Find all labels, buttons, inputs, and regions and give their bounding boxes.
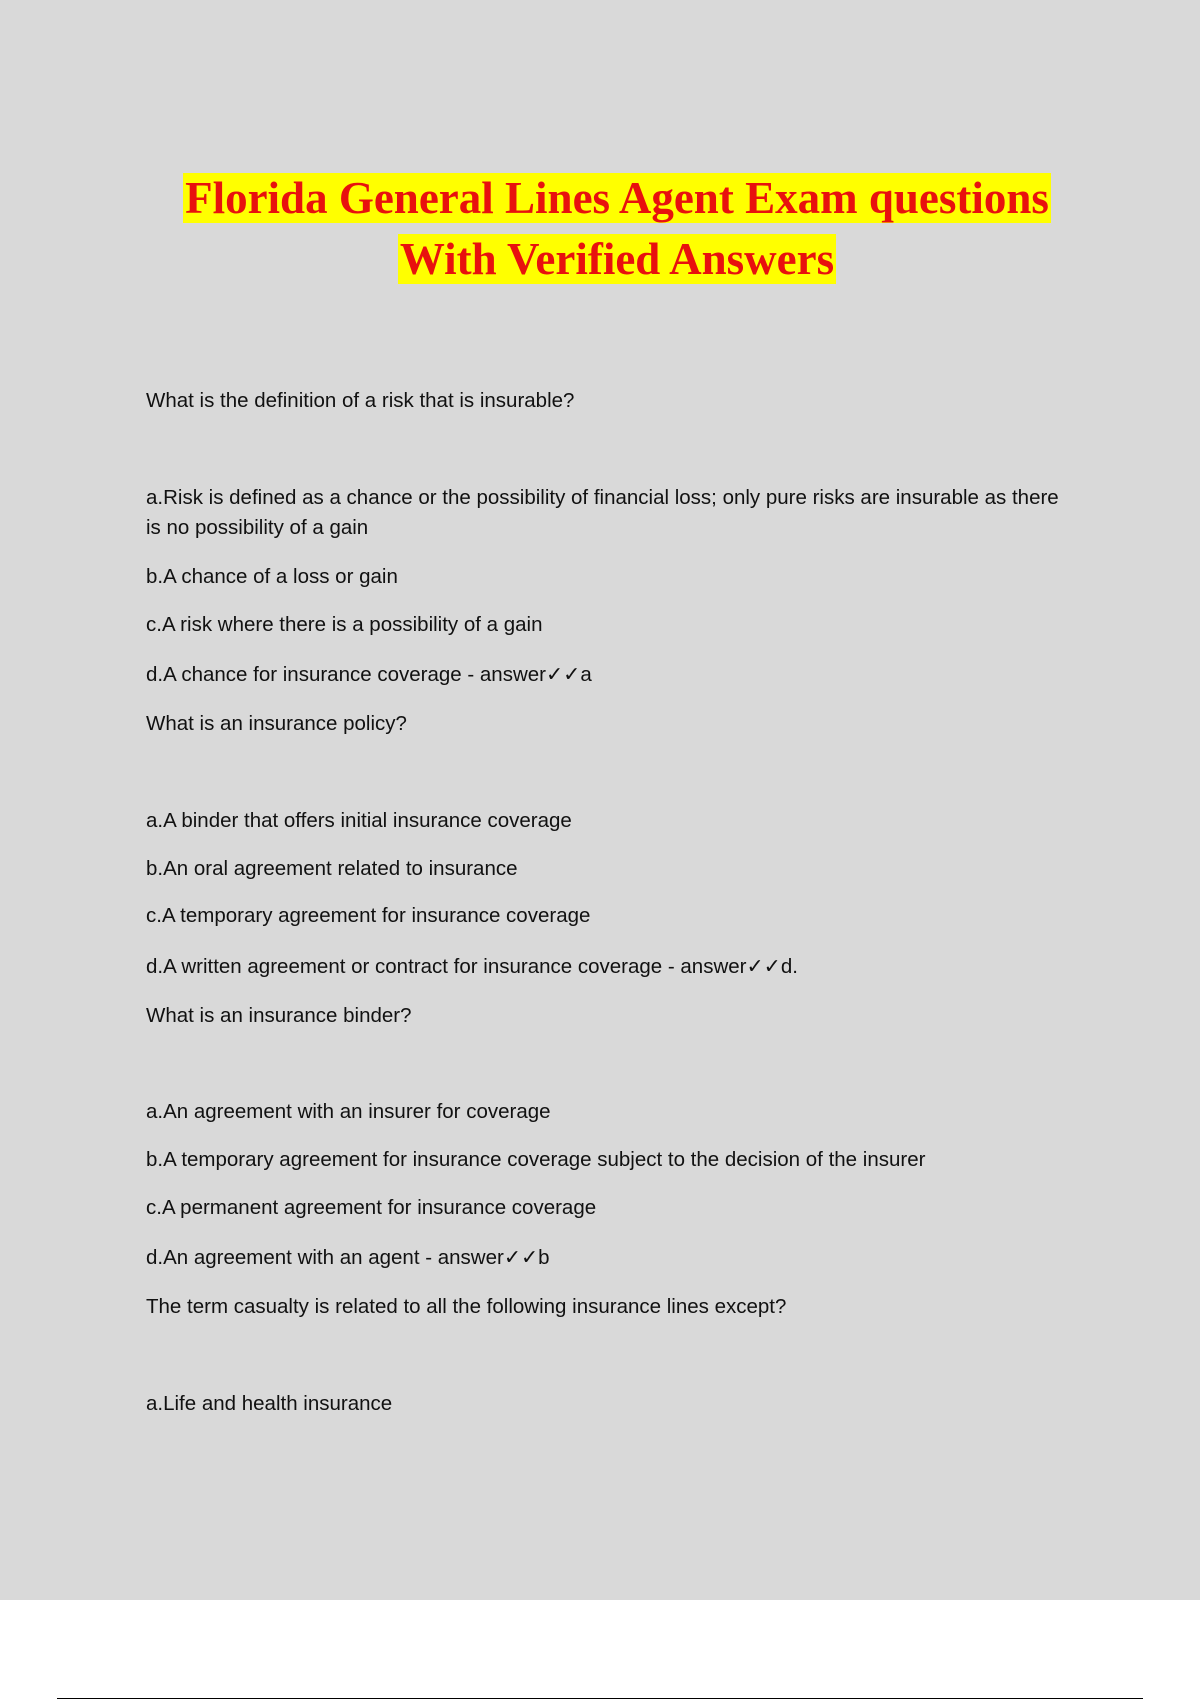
answer-option: c.A permanent agreement for insurance coverage — [146, 1196, 597, 1219]
answer-option: b.An oral agreement related to insurance — [146, 857, 518, 880]
question-text: What is the definition of a risk that is insurable? — [146, 389, 575, 412]
answer-option: a.A binder that offers initial insurance coverage — [146, 809, 572, 832]
answer-option: a.Life and health insurance — [146, 1392, 393, 1415]
answer-option-with-key: d.A chance for insurance coverage - answer✓✓a — [146, 663, 592, 686]
answer-option: b.A chance of a loss or gain — [146, 565, 398, 588]
answer-option: c.A risk where there is a possibility of a gain — [146, 613, 543, 636]
answer-option-with-key: d.An agreement with an agent - answer✓✓b — [146, 1246, 550, 1269]
answer-option: b.A temporary agreement for insurance coverage subject to the decision of the insurer — [146, 1148, 926, 1171]
title-line-1: Florida General Lines Agent Exam questions — [185, 173, 1049, 223]
question-text: What is an insurance policy? — [146, 712, 407, 735]
answer-option: a.Risk is defined as a chance or the possibility of financial loss; only pure risks are insurable as there is no possibility of a gain — [146, 486, 1059, 539]
answer-option-with-key: d.A written agreement or contract for insurance coverage - answer✓✓d. — [146, 955, 798, 978]
answer-option: a.An agreement with an insurer for coverage — [146, 1100, 551, 1123]
title-line-2: With Verified Answers — [399, 234, 835, 284]
question-text: The term casualty is related to all the following insurance lines except? — [146, 1295, 787, 1318]
page-divider — [57, 1698, 1143, 1699]
document-title — [0, 168, 1200, 290]
question-text: What is an insurance binder? — [146, 1004, 412, 1027]
answer-option: c.A temporary agreement for insurance coverage — [146, 904, 591, 927]
